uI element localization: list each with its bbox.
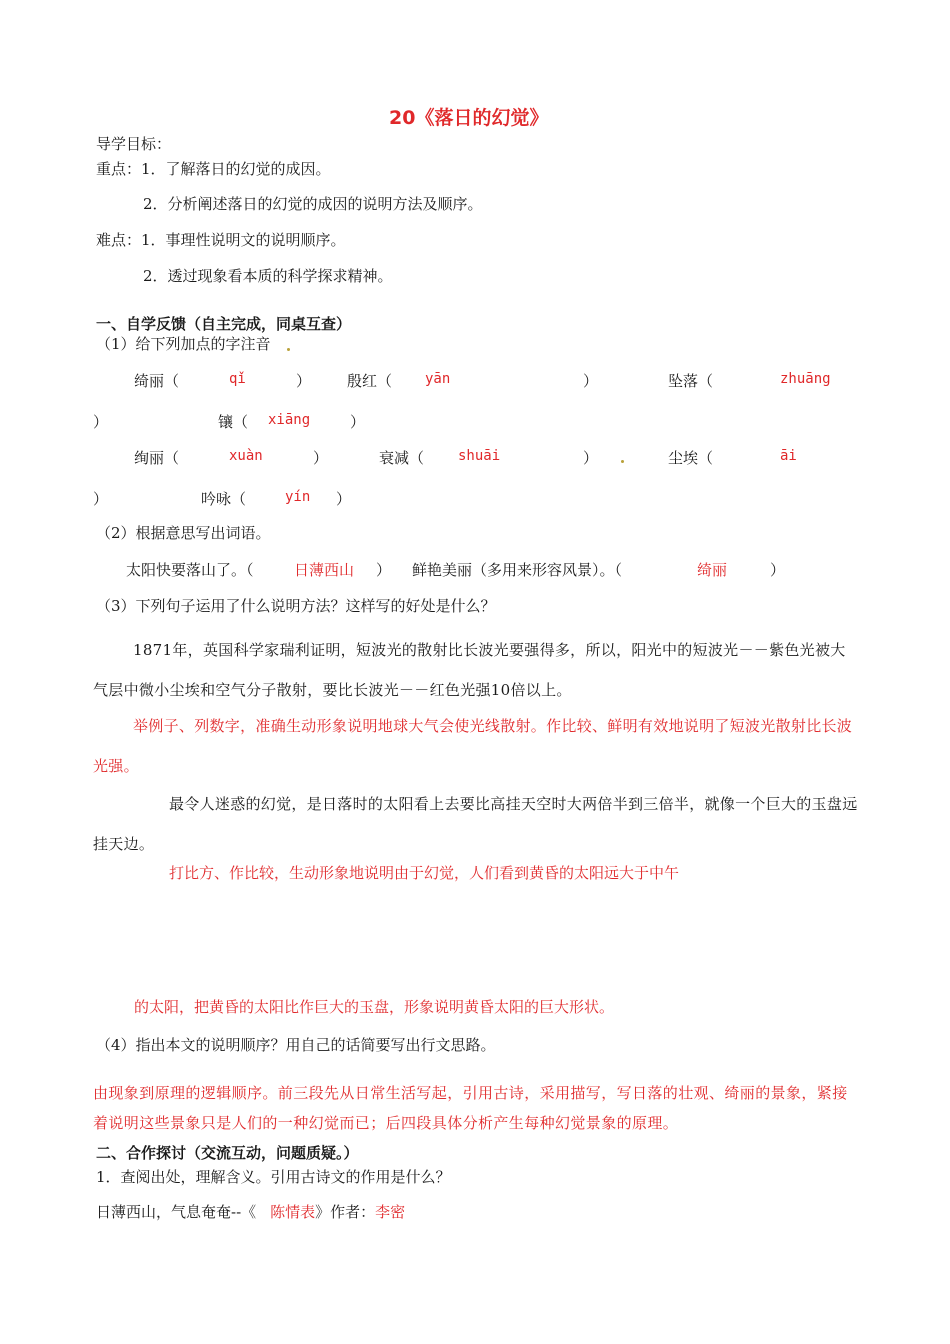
pinyin-xiang: xiāng	[268, 412, 311, 428]
quote-author: 李密	[375, 1203, 406, 1221]
key-points-line-1	[96, 158, 331, 179]
difficulty-1: 1．事理性说明文的说明顺序。	[141, 231, 346, 249]
word-qili: 绮丽（	[134, 372, 180, 390]
pinyin-yinhong: yān	[425, 371, 451, 387]
pinyin-yinyong: yín	[285, 489, 311, 505]
section-2-heading: 二、合作探讨（交流互动，问题质疑。）	[96, 1144, 359, 1162]
q3-answer-2b: 的太阳，把黄昏的太阳比作巨大的玉盘，形象说明黄昏太阳的巨大形状。	[134, 998, 615, 1016]
difficulty-line-1	[96, 229, 346, 250]
q3-label: （3）下列句子运用了什么说明方法？这样写的好处是什么？	[96, 597, 496, 615]
s2-q1: 1．查阅出处，理解含义。引用古诗文的作用是什么？	[96, 1168, 451, 1186]
word-xuanli: 绚丽（	[134, 449, 180, 467]
paren-close: ）	[350, 413, 366, 431]
quote-line	[96, 1201, 405, 1222]
q2-answer-2: 绮丽	[697, 561, 728, 579]
difficulty-2: 2．透过现象看本质的科学探求精神。	[143, 267, 393, 285]
key-point-1: 1．了解落日的幻觉的成因。	[141, 160, 331, 178]
paren-close: ）	[313, 449, 329, 467]
q3-sentence-1: 1871年，英国科学家瑞利证明，短波光的散射比长波光要强得多，所以，阳光中的短波光－－紫色光被大气层中微小尘埃和空气分子散射，要比长波光－－红色光强10倍以上。	[93, 641, 846, 699]
word-yinyong: 吟咏（	[201, 490, 247, 508]
paren-close: ）	[93, 413, 109, 431]
q2-label: （2）根据意思写出词语。	[96, 524, 271, 542]
q2-prompt-1: 太阳快要落山了。（	[126, 561, 254, 579]
pinyin-qili: qǐ	[229, 371, 246, 387]
q4-label: （4）指出本文的说明顺序？用自己的话简要写出行文思路。	[96, 1036, 496, 1054]
pinyin-shuaijian: shuāi	[458, 448, 501, 464]
emphasis-dot	[287, 348, 290, 351]
paren-close: ）	[770, 561, 786, 579]
q2-prompt-2: 鲜艳美丽（多用来形容风景）。（	[412, 561, 623, 579]
q2-answer-1: 日薄西山	[294, 561, 355, 579]
word-zhuiluo: 坠落（	[668, 372, 714, 390]
q4-answer: 由现象到原理的逻辑顺序。前三段先从日常生活写起，引用古诗，采用描写，写日落的壮观、绮丽的景象，紧接着说明这些景象只是人们的一种幻觉而已；后四段具体分析产生每种幻觉景象的原理。	[93, 1084, 848, 1132]
paren-close: ）	[336, 490, 352, 508]
word-shuaijian: 衰减（	[379, 449, 425, 467]
goals-heading: 导学目标：	[96, 135, 172, 153]
q1-label: （1）给下列加点的字注音	[96, 335, 271, 353]
q3-answer-1: 举例子、列数字，准确生动形象说明地球大气会使光线散射。作比较、鲜明有效地说明了短波光散射比长波光强。	[93, 717, 853, 775]
quote-source: 陈情表	[270, 1203, 316, 1221]
word-yinhong: 殷红（	[347, 372, 393, 390]
difficulty-label: 难点：	[96, 231, 142, 249]
pinyin-zhuiluo: zhuāng	[780, 371, 831, 387]
quote-text: 日薄西山，气息奄奄--《	[96, 1203, 257, 1221]
word-xiang: 镶（	[218, 413, 249, 431]
word-chenai: 尘埃（	[668, 449, 714, 467]
emphasis-dot	[621, 460, 624, 463]
pinyin-xuanli: xuàn	[229, 448, 263, 464]
page-title: 20《落日的幻觉》	[389, 107, 549, 129]
section-1-heading: 一、自学反馈（自主完成，同桌互查）	[96, 315, 352, 333]
paren-close: ）	[583, 449, 599, 467]
key-points-label: 重点：	[96, 160, 142, 178]
pinyin-chenai: āi	[780, 448, 797, 464]
paren-close: ）	[93, 490, 109, 508]
quote-close: 》作者：	[315, 1203, 376, 1221]
paren-close: ）	[376, 561, 392, 579]
paren-close: ）	[296, 372, 312, 390]
key-point-2: 2．分析阐述落日的幻觉的成因的说明方法及顺序。	[143, 195, 483, 213]
paren-close: ）	[583, 372, 599, 390]
q3-answer-2a: 打比方、作比较，生动形象地说明由于幻觉，人们看到黄昏的太阳远大于中午	[169, 864, 680, 882]
q3-sentence-2: 最令人迷惑的幻觉，是日落时的太阳看上去要比高挂天空时大两倍半到三倍半，就像一个巨大的玉盘远挂天边。	[93, 795, 858, 853]
